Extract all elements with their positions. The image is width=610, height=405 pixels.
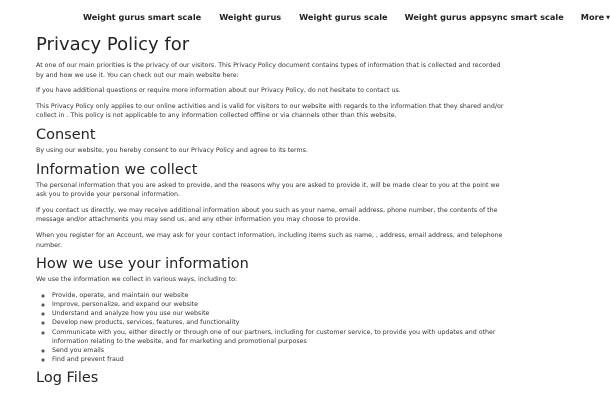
collect-paragraph-2: If you contact us directly, we may receive additional information about you such as your name, email address, phone number, the contents of the message and/or attachments you may send us, and any other information you may choose to provide. bbox=[36, 206, 498, 224]
caret-down-icon: ▼ bbox=[606, 14, 610, 21]
collect-paragraph-3: When you register for an Account, we may ask for your contact information, including items such as name, , address, email address, and telephone number. bbox=[36, 231, 503, 249]
top-navbar bbox=[0, 0, 610, 36]
intro-paragraph-1: At one of our main priorities is the privacy of our visitors. This Privacy Policy document contains types of information that is collected and recorded by and how we use it. You can check out our main website here: bbox=[36, 62, 501, 79]
list-item: ◦ Communicate with you, either directly or through one of our partners, including for customer service, to provide you with updates and other information relating to the website, and for marketing and promotional purposes bbox=[52, 328, 504, 346]
list-item: ◦ Provide, operate, and maintain our website bbox=[52, 291, 504, 300]
collect-heading: Information we collect bbox=[36, 161, 198, 178]
intro-paragraph-2: If you have additional questions or require more information about our Privacy Policy, do not hesitate to contact us. bbox=[36, 87, 401, 95]
log-files-heading: Log Files bbox=[36, 370, 99, 387]
collect-paragraph-1: The personal information that you are asked to provide, and the reasons why you are asked to provide it, will be made clear to you at the point we ask you to provide your personal information. bbox=[36, 181, 500, 199]
nav-link-weight-gurus-appsync-smart-scale[interactable]: Weight gurus appsync smart scale bbox=[404, 12, 564, 22]
intro-paragraph-3: This Privacy Policy only applies to our online activities and is valid for visitors to our website with regards to the information that they shared and/or collect in . This policy is not applicable to any information collected offline or via channels other than this website. bbox=[36, 102, 504, 120]
consent-heading: Consent bbox=[36, 126, 96, 143]
main-content bbox=[36, 35, 504, 389]
consent-paragraph: By using our website, you hereby consent to our Privacy Policy and agree to its terms. bbox=[36, 146, 308, 154]
list-item: ◦ Find and prevent fraud bbox=[52, 355, 504, 364]
use-list bbox=[36, 291, 504, 365]
use-heading: How we use your information bbox=[36, 256, 249, 273]
nav-links bbox=[83, 12, 610, 22]
list-item: ◦ Develop new products, services, features, and functionality bbox=[52, 318, 504, 327]
list-item: ◦ Improve, personalize, and expand our website bbox=[52, 300, 504, 309]
nav-more-dropdown[interactable] bbox=[581, 12, 610, 22]
list-item: ◦ Understand and analyze how you use our website bbox=[52, 309, 504, 318]
nav-link-weight-gurus-smart-scale[interactable]: Weight gurus smart scale bbox=[83, 12, 202, 22]
list-item: ◦ Send you emails bbox=[52, 346, 504, 355]
use-intro: We use the information we collect in various ways, including to: bbox=[36, 276, 238, 284]
more-label: More bbox=[580, 12, 605, 22]
page-title: Privacy Policy for bbox=[36, 34, 190, 55]
nav-link-weight-gurus-scale[interactable]: Weight gurus scale bbox=[299, 12, 388, 22]
nav-link-weight-gurus[interactable]: Weight gurus bbox=[219, 12, 282, 22]
